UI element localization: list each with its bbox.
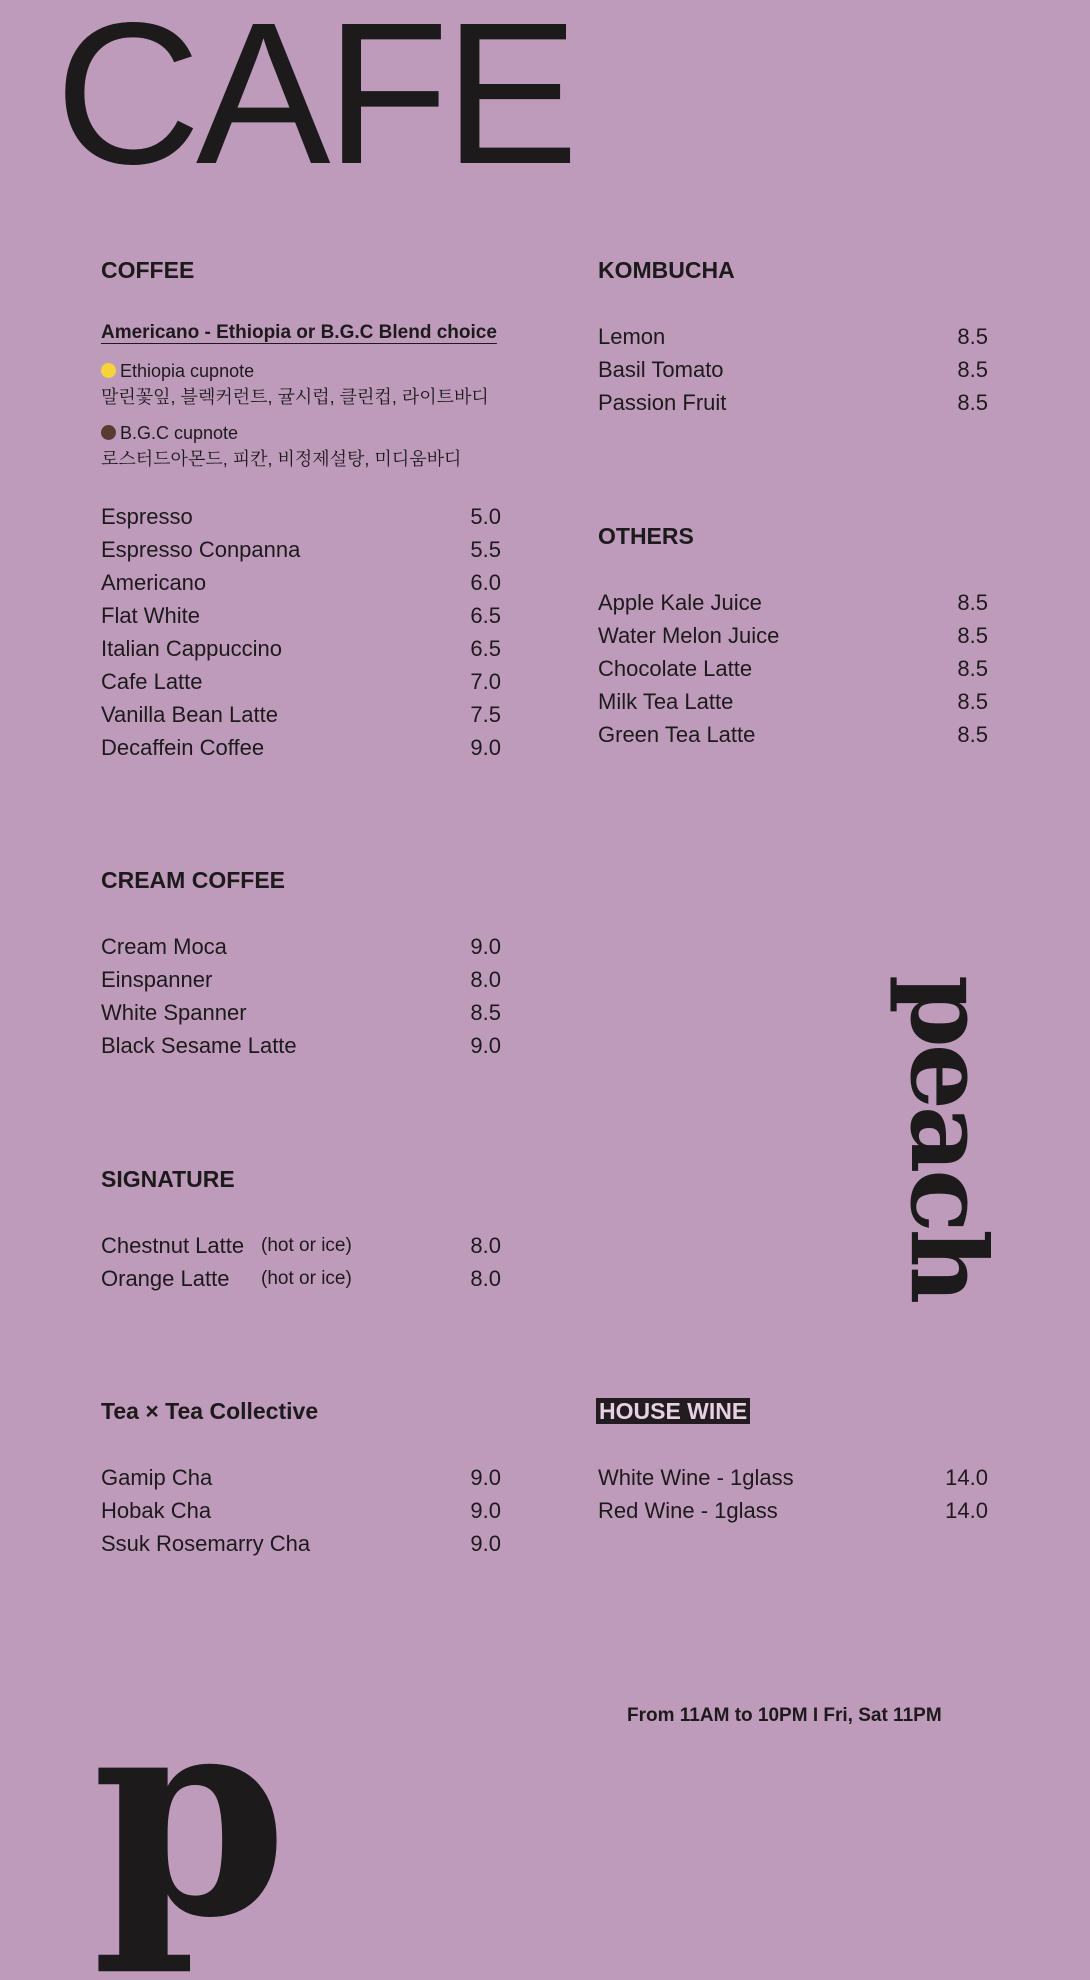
item-name: Einspanner — [101, 967, 213, 992]
item-name: Cream Moca — [101, 934, 227, 959]
cupnote-name: Ethiopia cupnote — [120, 361, 255, 381]
menu-item — [101, 632, 501, 665]
menu-item — [101, 533, 501, 566]
cupnote-notes: 로스터드아몬드, 피칸, 비정제설탕, 미디움바디 — [101, 449, 462, 469]
menu-item — [598, 1461, 988, 1494]
menu-item — [101, 1229, 501, 1262]
item-name: Black Sesame Latte — [101, 1033, 297, 1058]
item-name: Gamip Cha — [101, 1465, 213, 1490]
item-name: Basil Tomato — [598, 357, 724, 382]
cupnote-notes: 말린꽃잎, 블렉커런트, 귤시럽, 클린컵, 라이트바디 — [101, 387, 489, 407]
item-name: Cafe Latte — [101, 669, 203, 694]
menu-item — [598, 386, 988, 419]
menu-item — [101, 1527, 501, 1560]
item-price: 14.0 — [945, 1498, 988, 1523]
item-name: Water Melon Juice — [598, 623, 780, 648]
menu-item — [101, 500, 501, 533]
item-name: Orange Latte — [101, 1266, 230, 1291]
menu-item — [598, 320, 988, 353]
item-price: 8.5 — [957, 722, 988, 747]
cream-coffee-heading: CREAM COFFEE — [101, 867, 285, 893]
item-note: (hot or ice) — [261, 1235, 352, 1256]
item-name: Apple Kale Juice — [598, 590, 762, 615]
item-price: 9.0 — [470, 934, 501, 959]
item-price: 8.5 — [957, 689, 988, 714]
item-name: Red Wine - 1glass — [598, 1498, 778, 1523]
ethiopia-dot-icon — [101, 363, 116, 378]
others-heading: OTHERS — [598, 523, 694, 549]
item-name: Lemon — [598, 324, 666, 349]
signature-items — [101, 1229, 501, 1295]
tea-heading: Tea × Tea Collective — [101, 1398, 319, 1424]
menu-item — [598, 652, 988, 685]
item-name: Decaffein Coffee — [101, 735, 265, 760]
item-name: Italian Cappuccino — [101, 636, 283, 661]
item-price: 9.0 — [470, 1498, 501, 1523]
item-price: 9.0 — [470, 735, 501, 760]
item-price: 5.0 — [470, 504, 501, 529]
item-name: Chestnut Latte — [101, 1233, 245, 1258]
menu-item — [101, 599, 501, 632]
item-price: 8.5 — [957, 590, 988, 615]
brand-logo-letter: p — [92, 1651, 282, 1980]
item-price: 8.5 — [957, 623, 988, 648]
menu-item — [101, 963, 501, 996]
bgc-dot-icon — [101, 425, 116, 440]
item-name: Americano — [101, 570, 207, 595]
house-wine-label: HOUSE WINE — [596, 1398, 750, 1424]
item-name: Vanilla Bean Latte — [101, 702, 278, 727]
item-price: 9.0 — [470, 1465, 501, 1490]
item-price: 7.5 — [470, 702, 501, 727]
kombucha-heading: KOMBUCHA — [598, 257, 735, 283]
menu-item — [101, 698, 501, 731]
opening-hours: From 11AM to 10PM I Fri, Sat 11PM — [627, 1705, 942, 1726]
menu-item — [101, 996, 501, 1029]
item-name: Chocolate Latte — [598, 656, 753, 681]
others-items — [598, 586, 988, 751]
item-price: 8.0 — [470, 1233, 501, 1258]
cupnote-name: B.G.C cupnote — [120, 423, 239, 443]
house-wine-items — [598, 1461, 988, 1527]
menu-item — [598, 1494, 988, 1527]
item-name: White Spanner — [101, 1000, 247, 1025]
coffee-items — [101, 500, 501, 764]
item-name: Flat White — [101, 603, 201, 628]
item-price: 8.0 — [470, 1266, 501, 1291]
menu-item — [101, 930, 501, 963]
menu-item — [598, 685, 988, 718]
menu-item — [598, 718, 988, 751]
item-price: 14.0 — [945, 1465, 988, 1490]
item-price: 5.5 — [470, 537, 501, 562]
item-price: 8.5 — [957, 390, 988, 415]
item-price: 6.5 — [470, 603, 501, 628]
item-price: 9.0 — [470, 1033, 501, 1058]
menu-item — [598, 586, 988, 619]
item-price: 6.5 — [470, 636, 501, 661]
page-title: CAFE — [55, 0, 574, 206]
item-price: 8.0 — [470, 967, 501, 992]
menu-item — [598, 353, 988, 386]
kombucha-items — [598, 320, 988, 419]
menu-item — [598, 619, 988, 652]
item-name: Ssuk Rosemarry Cha — [101, 1531, 311, 1556]
item-price: 8.5 — [470, 1000, 501, 1025]
menu-item — [101, 1262, 501, 1295]
item-price: 7.0 — [470, 669, 501, 694]
coffee-heading: COFFEE — [101, 257, 195, 283]
item-name: Green Tea Latte — [598, 722, 756, 747]
item-price: 8.5 — [957, 324, 988, 349]
item-name: Espresso — [101, 504, 193, 529]
americano-blend-heading: Americano - Ethiopia or B.G.C Blend choice — [101, 322, 497, 343]
item-name: Milk Tea Latte — [598, 689, 734, 714]
menu-item — [101, 665, 501, 698]
item-price: 8.5 — [957, 656, 988, 681]
house-wine-heading — [596, 1395, 750, 1427]
item-price: 9.0 — [470, 1531, 501, 1556]
menu-item — [101, 731, 501, 764]
brand-vertical-word: peach — [887, 975, 1010, 1301]
item-note: (hot or ice) — [261, 1268, 352, 1289]
item-name: White Wine - 1glass — [598, 1465, 794, 1490]
item-name: Hobak Cha — [101, 1498, 212, 1523]
tea-items — [101, 1461, 501, 1560]
item-name: Passion Fruit — [598, 390, 727, 415]
item-price: 6.0 — [470, 570, 501, 595]
cream-coffee-items — [101, 930, 501, 1062]
item-name: Espresso Conpanna — [101, 537, 301, 562]
menu-item — [101, 1461, 501, 1494]
menu-item — [101, 1029, 501, 1062]
menu-item — [101, 566, 501, 599]
signature-heading: SIGNATURE — [101, 1166, 235, 1192]
item-price: 8.5 — [957, 357, 988, 382]
menu-item — [101, 1494, 501, 1527]
ethiopia-cupnote — [101, 358, 489, 410]
bgc-cupnote — [101, 420, 461, 472]
